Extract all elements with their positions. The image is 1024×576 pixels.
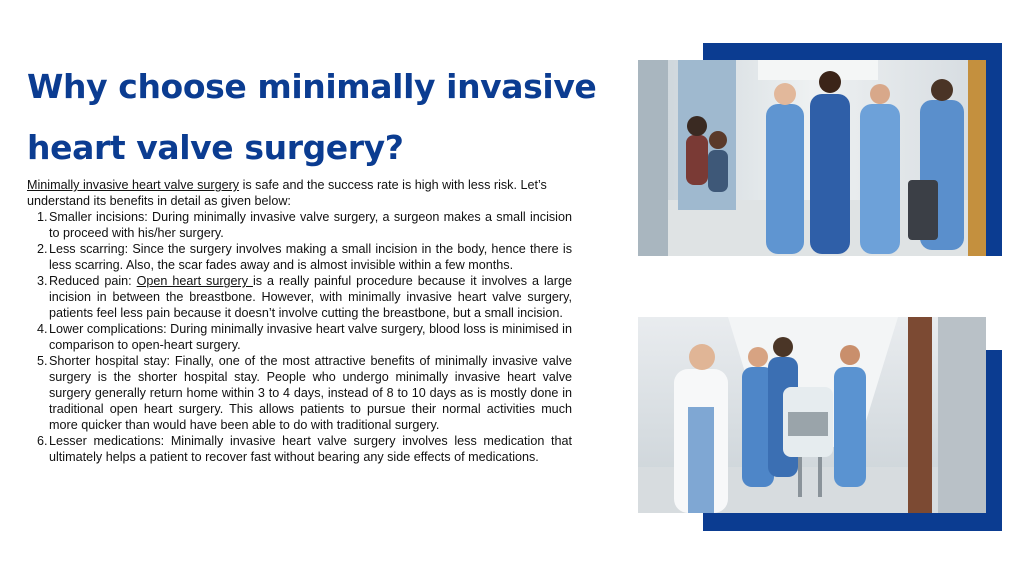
photo-patient-stretcher-corridor — [638, 317, 986, 513]
page-title — [27, 56, 607, 178]
list-item — [27, 241, 572, 273]
title-line-1: Why choose minimally invasive — [27, 67, 597, 106]
list-item — [27, 273, 572, 321]
list-number: 3. — [37, 274, 48, 288]
list-item — [27, 353, 572, 433]
list-item — [27, 433, 572, 465]
list-number: 1. — [37, 210, 48, 224]
list-number: 2. — [37, 242, 48, 256]
intro-paragraph — [27, 177, 572, 209]
photo-doctors-walking-corridor — [638, 60, 986, 256]
list-item — [27, 209, 572, 241]
list-text: Smaller incisions: During minimally invasive valve surgery, a surgeon makes a small incision to proceed with his/her surgery. — [49, 210, 572, 240]
list-number: 6. — [37, 434, 48, 448]
benefits-list — [27, 209, 572, 465]
list-text: Shorter hospital stay: Finally, one of the most attractive benefits of minimally invasive valve surgery is the shorter hospital stay. People who undergo minimally invasive heart valve surgery generally return home within 3 to 4 days, instead of 8 to 10 days as is mostly done in traditional open heart surgery. This allows patients to pursue their normal activities much more quicker than would have been able to do with traditional surgery. — [49, 354, 572, 432]
list-text: Lower complications: During minimally invasive heart valve surgery, blood loss is minimised in comparison to open-heart surgery. — [49, 322, 572, 352]
body-text — [27, 177, 572, 465]
list-text: Lesser medications: Minimally invasive heart valve surgery involves less medication that ultimately helps a patient to recover fast without bearing any side effects of medications. — [49, 434, 572, 464]
list-number: 5. — [37, 354, 48, 368]
list-text-prefix: Reduced pain: — [49, 274, 137, 288]
list-number: 4. — [37, 322, 48, 336]
list-text: Less scarring: Since the surgery involves making a small incision in the body, hence there is less scarring. Also, the scar fades away and is almost invisible within a few months. — [49, 242, 572, 272]
open-heart-surgery-link[interactable]: Open heart surgery — [136, 274, 253, 288]
intro-link[interactable]: Minimally invasive heart valve surgery — [27, 178, 240, 192]
title-line-2: heart valve surgery? — [27, 128, 404, 167]
intro-text: is safe and the success rate is high with less risk. Let’s understand its benefits in detail as given below: — [27, 178, 547, 208]
list-item — [27, 321, 572, 353]
list-text: is a really painful procedure because it involves a large incision in between the breastbone. However, with minimally invasive heart valve surgery, patients feel less pain because it doesn’t involve cutting the breastbone, but a small incision. — [49, 274, 572, 320]
